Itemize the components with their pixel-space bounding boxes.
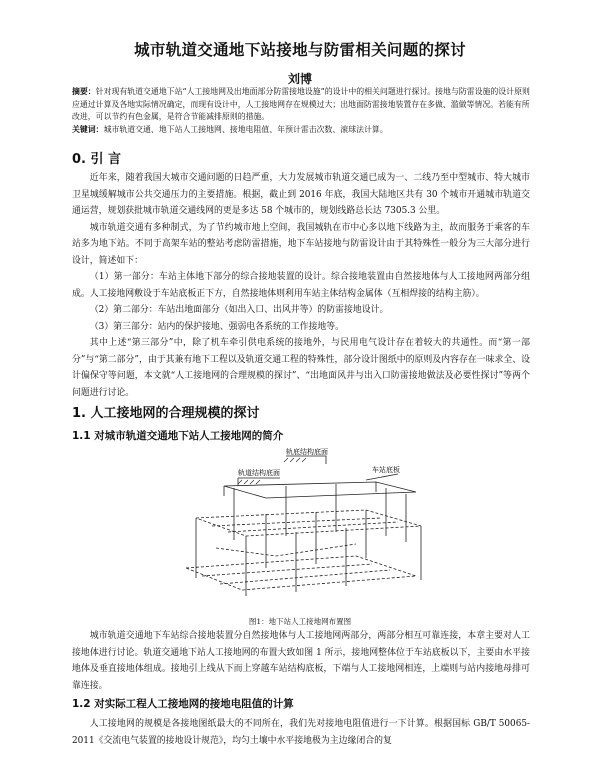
vertical-electrodes <box>196 484 421 596</box>
paragraph: 人工接地网的规模是各接地图纸最大的不同所在，我们先对接地电阻值进行一下计算。根据国标 GB/T 50065-2011《交流电气装置的接地设计规范》，均匀土壤中水平接地极为主边缘闭合的复 <box>72 719 530 746</box>
author: 刘博 <box>287 72 312 86</box>
section-0-body <box>72 170 530 401</box>
section-1-2-heading: 1.2 对实际工程人工接地网的接地电阻值的计算 <box>72 698 294 710</box>
keywords-label: 关键词： <box>72 124 104 134</box>
list-item: （3）第三部分：站内的保护接地、强弱电各系统的工作接地等。 <box>89 321 344 332</box>
section-1-heading: 1. 人工接地网的合理规模的探讨 <box>72 406 260 421</box>
figure-label: 轨道结构底面 <box>238 469 280 477</box>
paragraph: 城市轨道交通有多种制式，为了节约城市地上空间，我国城轨在市中心多以地下线路为主，故而服务于乘客的车站多为地下站。不同于高架车站的整站考虑防雷措施，地下车站接地与防雷设计由于其特殊性一般分为三大部分进行设计，简述如下： <box>72 222 530 266</box>
section-1-1-body <box>72 628 530 694</box>
paragraph: 城市轨道交通地下车站综合接地装置分自然接地体与人工接地网两部分，两部分相互可靠连接，本章主要对人工接地体进行讨论。轨道交通地下站人工接地网的布置大致如图 1 所示，接地网整体位于车站底板以下，主要由水平接地体及垂直接地体组成。接地引上线从下而上穿越车站结构底板，下端与人工接地网相连，上端则与站内接地母排可靠连接。 <box>72 631 530 691</box>
abstract-label: 摘要： <box>72 87 96 96</box>
paper-title: 城市轨道交通地下站接地与防雷相关问题的探讨 <box>134 41 466 59</box>
grounding-grid-figure <box>176 448 431 616</box>
slab-top <box>224 482 416 498</box>
figure-label: 车站底板 <box>372 466 400 474</box>
keywords-text: 城市轨道交通、地下站人工接地网、接地电阻值、年预计雷击次数、滚球法计算。 <box>103 124 388 134</box>
figure-caption: 图1：地下站人工接地网布置图 <box>248 617 352 626</box>
paragraph: 其中上述“第三部分”中，除了机车牵引供电系统的接地外，与民用电气设计存在着较大的共通性。而“第一部分”与“第二部分”，由于其兼有地下工程以及轨道交通工程的特殊性，部分设计图纸中的原则及内容存在一味求全、设计偏保守等问题，本文就“人工接地网的合理规模的探讨”、“出地面风井与出入口防雷接地做法及必要性探讨”等两个问题进行讨论。 <box>72 338 530 398</box>
section-0-heading: 0. 引 言 <box>72 152 122 167</box>
list-item: （1）第一部分：车站主体地下部分的综合接地装置的设计。综合接地装置由自然接地体与人工接地网两部分组成。人工接地网敷设于车站底板正下方，自然接地体则利用车站主体结构金属体（互相焊接的结构主筋）。 <box>72 272 530 299</box>
abstract-text: 针对现有轨道交通地下站“人工接地网及出地面部分防雷接地设施”的设计中的相关问题进行探讨。接地与防雷设施的设计原则应通过计算及各地实际情况确定，而现有设计中，人工接地网存在规模过大；出地面防雷接地装置存在多做、滥做等情况。若能有所改进，可以节约有色金属，是符合节能减排原则的措施。 <box>72 87 530 121</box>
keywords <box>72 124 532 137</box>
abstract <box>72 86 532 124</box>
figure-label: 轨底结构底面 <box>286 448 328 456</box>
abstract-block <box>72 86 532 136</box>
section-1-1-heading: 1.1 对城市轨道交通地下站人工接地网的简介 <box>72 430 284 442</box>
section-1-2-body <box>72 716 530 749</box>
paragraph: 近年来，随着我国大城市交通问题的日趋严重，大力发展城市轨道交通已成为一、二线乃至中型城市、特大城市卫星城缓解城市公共交通压力的主要措施。根据，截止到 2016 年底，我国大陆地区共有 30 个城市开通城市轨道交通运营，规划获批城市轨道交通线网的更是多达 58 个城市的，规划线路总长达 7305.3 公里。 <box>72 173 530 216</box>
list-item: （2）第二部分：车站出地面部分（如出入口、出风井等）的防雷接地设计。 <box>89 305 389 315</box>
